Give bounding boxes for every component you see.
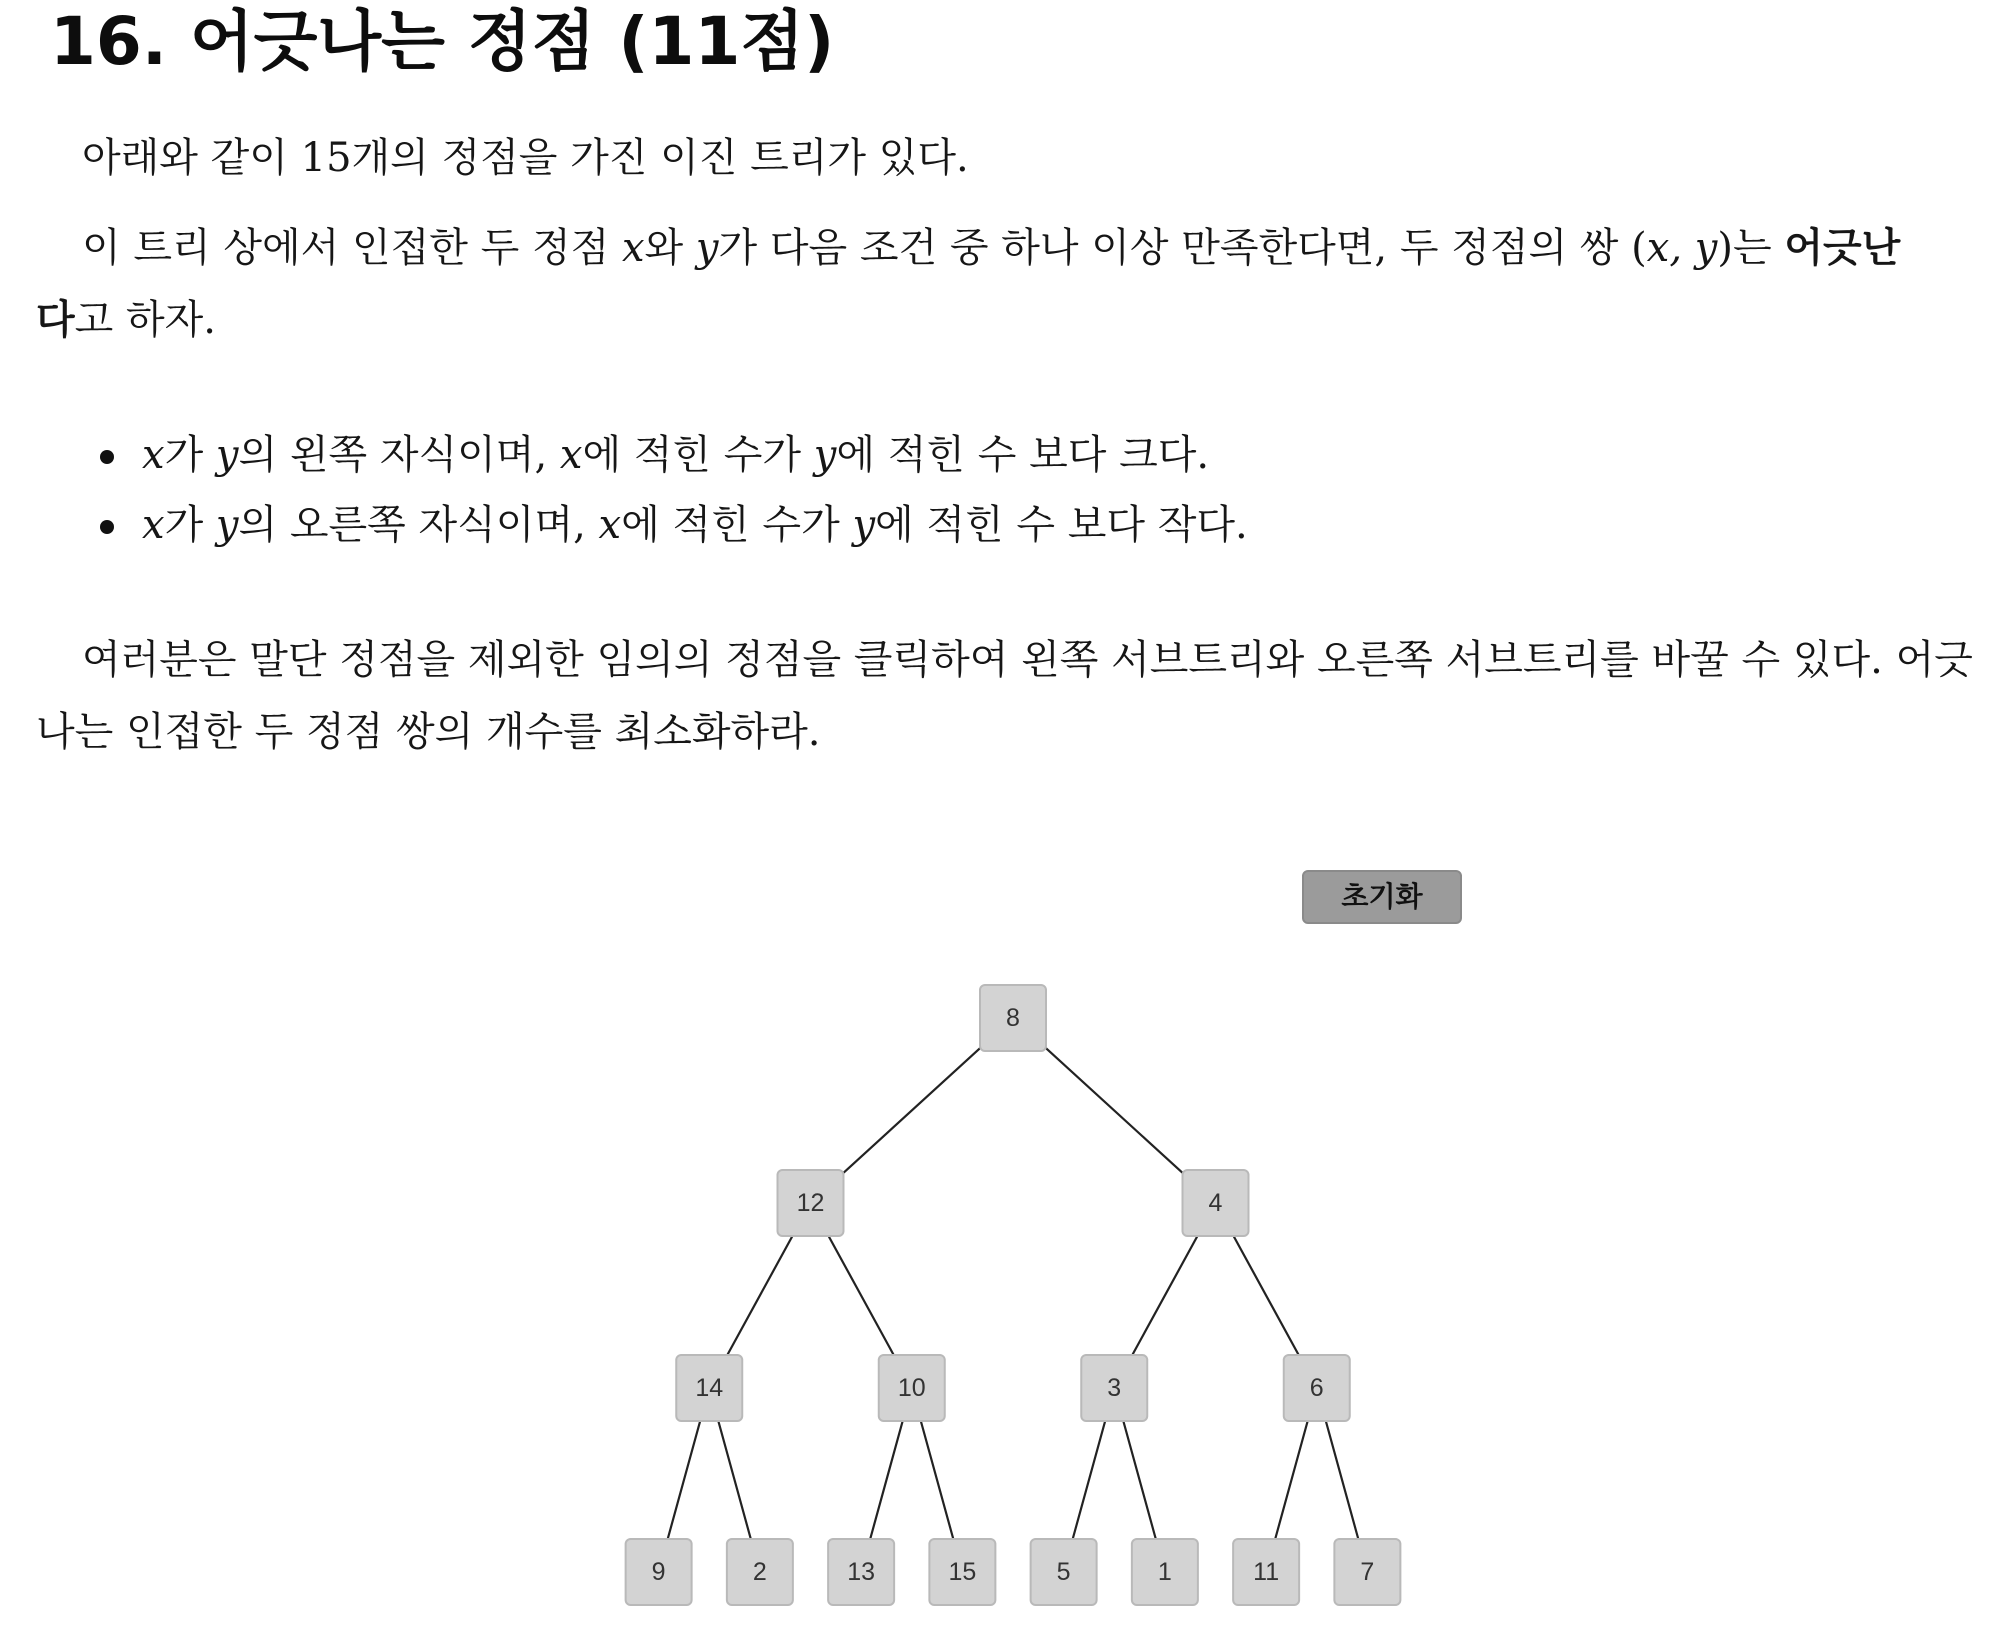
tree-node-11 bbox=[1233, 1539, 1299, 1605]
tree-node-8[interactable] bbox=[980, 985, 1046, 1051]
condition-text: 에 적힌 수가 bbox=[621, 502, 853, 548]
definition-text-b: 와 bbox=[644, 225, 696, 271]
condition-text: 의 오른쪽 자식이며, bbox=[238, 502, 599, 548]
tree-node-label: 11 bbox=[1253, 1558, 1280, 1586]
tree-node-label: 14 bbox=[695, 1374, 724, 1402]
condition-text: 에 적힌 수 보다 작다. bbox=[875, 502, 1248, 548]
tree-edge bbox=[1046, 1048, 1183, 1173]
tree-edge bbox=[1326, 1421, 1358, 1539]
tree-edge bbox=[1234, 1236, 1299, 1355]
tree-node-label: 15 bbox=[948, 1558, 977, 1586]
math-y: y bbox=[695, 225, 719, 271]
math-x: x bbox=[598, 502, 622, 548]
definition-text-a: 이 트리 상에서 인접한 두 정점 bbox=[82, 225, 622, 271]
tree-node-label: 9 bbox=[651, 1558, 666, 1586]
tree-node-12[interactable] bbox=[778, 1170, 844, 1236]
math-y: y bbox=[215, 432, 239, 478]
definition-text-e: 고 하자. bbox=[74, 297, 216, 343]
tree-node-7 bbox=[1334, 1539, 1400, 1605]
tree-node-6[interactable] bbox=[1284, 1355, 1350, 1421]
definition-text-d: )는 bbox=[1717, 225, 1785, 271]
tree-node-15 bbox=[929, 1539, 995, 1605]
tree-node-label: 3 bbox=[1107, 1374, 1122, 1402]
condition-text: 가 bbox=[164, 432, 216, 478]
math-pair: x, y bbox=[1646, 225, 1718, 271]
term-bold-2: 다 bbox=[36, 297, 75, 343]
tree-edge bbox=[870, 1421, 902, 1539]
tree-node-label: 4 bbox=[1208, 1189, 1223, 1217]
tree-edge bbox=[1073, 1421, 1105, 1539]
reset-button[interactable]: 초기화 bbox=[1302, 870, 1462, 924]
math-y: y bbox=[813, 432, 837, 478]
tree-node-9 bbox=[626, 1539, 692, 1605]
tree-node-13 bbox=[828, 1539, 894, 1605]
tree-node-label: 12 bbox=[796, 1189, 825, 1217]
intro-text: 아래와 같이 15개의 정점을 가진 이진 트리가 있다. bbox=[82, 135, 969, 181]
tree-edge bbox=[829, 1236, 894, 1355]
tree-node-5 bbox=[1031, 1539, 1097, 1605]
tree-node-label: 7 bbox=[1360, 1558, 1375, 1586]
tree-edge bbox=[1132, 1236, 1197, 1355]
condition-text: 에 적힌 수가 bbox=[582, 432, 814, 478]
tree-edge bbox=[718, 1421, 750, 1539]
tree-node-label: 2 bbox=[752, 1558, 767, 1586]
tree-edge bbox=[1123, 1421, 1155, 1539]
math-x: x bbox=[142, 432, 165, 478]
condition-text: 의 왼쪽 자식이며, bbox=[238, 432, 560, 478]
tree-node-4[interactable] bbox=[1183, 1170, 1249, 1236]
definition-text-c: 가 다음 조건 중 하나 이상 만족한다면, 두 정점의 쌍 ( bbox=[718, 225, 1647, 271]
tree-node-label: 6 bbox=[1309, 1374, 1324, 1402]
math-y: y bbox=[215, 502, 239, 548]
condition-text: 에 적힌 수 보다 크다. bbox=[836, 432, 1210, 478]
tree-node-2 bbox=[727, 1539, 793, 1605]
problem-title: 16. 어긋나는 정점 (11점) bbox=[50, 3, 835, 80]
task-text: 여러분은 말단 정점을 제외한 임의의 정점을 클릭하여 왼쪽 서브트리와 오른쪽 서브트리를 바꿀 수 있다. 어긋나는 인접한 두 정점 쌍의 개수를 최소화하라. bbox=[36, 637, 1973, 755]
tree-node-10[interactable] bbox=[879, 1355, 945, 1421]
tree-node-label: 13 bbox=[847, 1558, 876, 1586]
tree-edge bbox=[1275, 1421, 1307, 1539]
tree-node-1 bbox=[1132, 1539, 1198, 1605]
tree-node-label: 5 bbox=[1056, 1558, 1071, 1586]
math-x: x bbox=[559, 432, 583, 478]
tree-node-label: 8 bbox=[1006, 1004, 1020, 1032]
tree-edge bbox=[668, 1421, 700, 1539]
tree-node-14[interactable] bbox=[676, 1355, 742, 1421]
term-bold-1: 어긋난 bbox=[1784, 225, 1901, 271]
tree-node-3[interactable] bbox=[1081, 1355, 1147, 1421]
tree-edge bbox=[921, 1421, 953, 1539]
math-y: y bbox=[852, 502, 876, 548]
tree-node-label: 10 bbox=[897, 1374, 926, 1402]
tree-node-label: 1 bbox=[1157, 1558, 1172, 1586]
tree-edge bbox=[727, 1236, 792, 1355]
condition-text: 가 bbox=[164, 502, 216, 548]
math-x: x bbox=[142, 502, 165, 548]
math-x: x bbox=[621, 225, 645, 271]
tree-edge bbox=[844, 1048, 981, 1173]
